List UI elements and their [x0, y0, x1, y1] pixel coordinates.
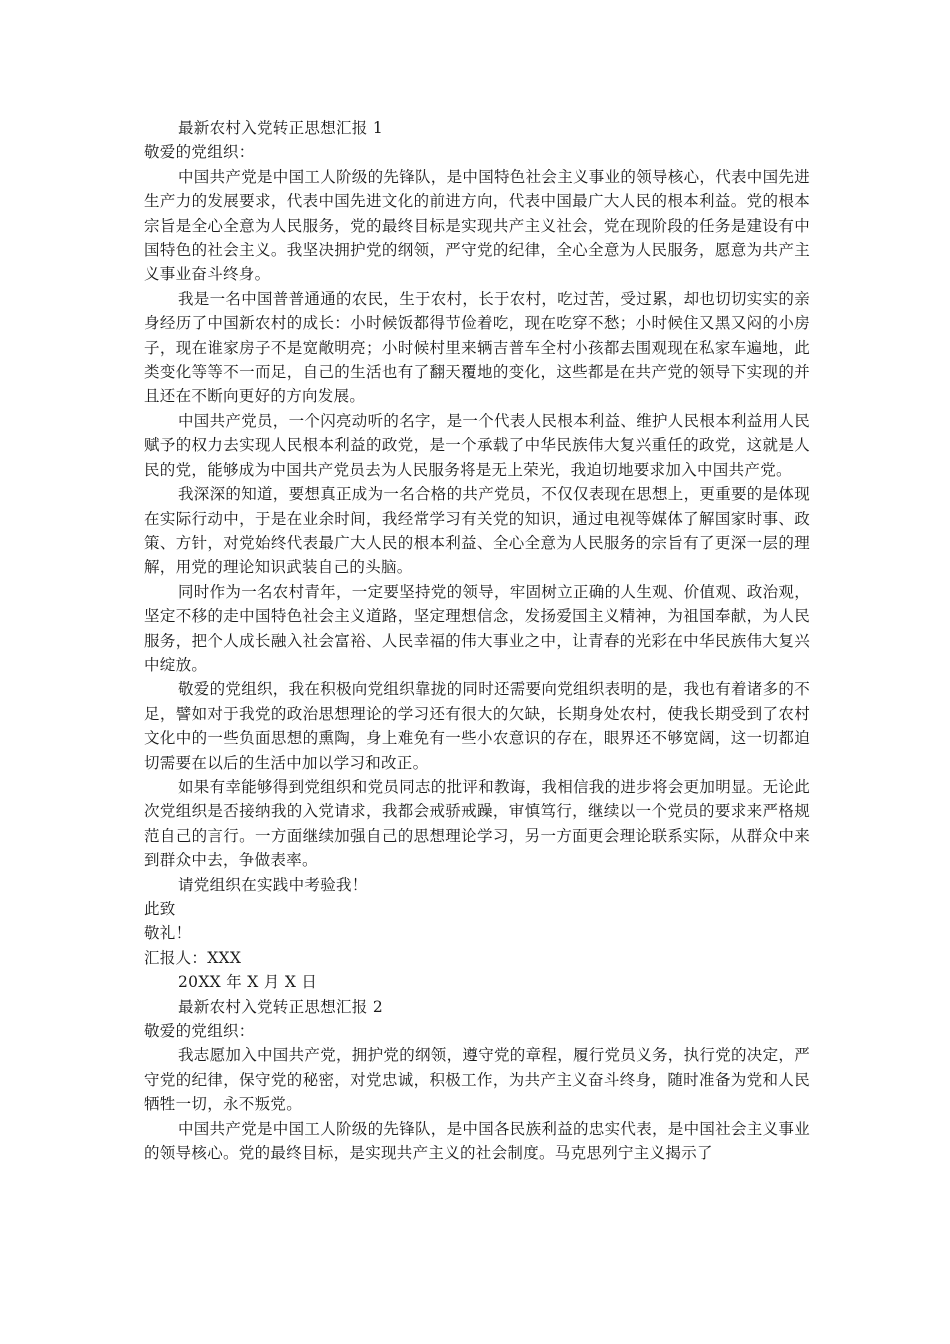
report-2-paragraph-1: 我志愿加入中国共产党，拥护党的纲领，遵守党的章程，履行党员义务，执行党的决定，严守党的纪律，保守党的秘密，对党忠诚，积极工作，为共产主义奋斗终身，随时准备为党和人民牺牲一切，永不叛党。 [144, 1046, 811, 1114]
report-1-paragraph-1: 中国共产党是中国工人阶级的先锋队，是中国特色社会主义事业的领导核心，代表中国先进生产力的发展要求，代表中国先进文化的前进方向，代表中国最广大人民的根本利益。党的根本宗旨是全心全意为人民服务，党的最终目标是实现共产主义社会，党在现阶段的任务是建设有中国特色的社会主义。我坚决拥护党的纲领，严守党的纪律，全心全意为人民服务，愿意为共产主义事业奋斗终身。 [144, 167, 811, 284]
report-1-paragraph-3: 中国共产党员，一个闪亮动听的名字，是一个代表人民根本利益、维护人民根本利益用人民赋予的权力去实现人民根本利益的政党，是一个承载了中华民族伟大复兴重任的政党，这就是人民的党，能够成为中国共产党员去为人民服务将是无上荣光，我迫切地要求加入中国共产党。 [144, 411, 811, 479]
report-1-salutation: 敬爱的党组织： [144, 143, 255, 162]
report-1-regards: 敬礼！ [144, 924, 192, 943]
report-1-paragraph-2: 我是一名中国普普通通的农民，生于农村，长于农村，吃过苦，受过累，却也切切实实的亲身经历了中国新农村的成长：小时候饭都得节俭着吃，现在吃穿不愁；小时候住又黑又闷的小房子，现在谁家房子不是宽敞明亮；小时候村里来辆吉普车全村小孩都去围观现在私家车遍地，此类变化等等不一而足，自己的生活也有了翻天覆地的变化，这些都是在共产党的领导下实现的并且还在不断向更好的方向发展。 [144, 289, 811, 406]
report-1-paragraph-6: 敬爱的党组织，我在积极向党组织靠拢的同时还需要向党组织表明的是，我也有着诸多的不足，譬如对于我党的政治思想理论的学习还有很大的欠缺，长期身处农村，使我长期受到了农村文化中的一些负面思想的熏陶，身上难免有一些小农意识的存在，眼界还不够宽阔，这一切都迫切需要在以后的生活中加以学习和改正。 [144, 680, 811, 772]
report-1-paragraph-8: 请党组织在实践中考验我！ [178, 875, 368, 894]
report-1-title: 最新农村入党转正思想汇报 1 [178, 119, 383, 137]
report-2-salutation: 敬爱的党组织： [144, 1022, 255, 1041]
report-1-date: 20XX 年 X 月 X 日 [178, 973, 318, 992]
report-1-closing: 此致 [144, 900, 176, 918]
document-body [144, 116, 810, 1165]
report-1-paragraph-4: 我深深的知道，要想真正成为一名合格的共产党员，不仅仅表现在思想上，更重要的是体现在实际行动中，于是在业余时间，我经常学习有关党的知识，通过电视等媒体了解国家时事、政策、方针，对党始终代表最广大人民的根本利益、全心全意为人民服务的宗旨有了更深一层的理解，用党的理论知识武装自己的头脑。 [144, 485, 811, 577]
report-1-paragraph-5: 同时作为一名农村青年，一定要坚持党的领导，牢固树立正确的人生观、价值观、政治观，坚定不移的走中国特色社会主义道路，坚定理想信念，发扬爱国主义精神，为祖国奉献，为人民服务，把个人成长融入社会富裕、人民幸福的伟大事业之中，让青春的光彩在中华民族伟大复兴中绽放。 [144, 582, 811, 674]
report-1-paragraph-7: 如果有幸能够得到党组织和党员同志的批评和教诲，我相信我的进步将会更加明显。无论此次党组织是否接纳我的入党请求，我都会戒骄戒躁，审慎笃行，继续以一个党员的要求来严格规范自己的言行。一方面继续加强自己的思想理论学习，另一方面更会理论联系实际，从群众中来到群众中去，争做表率。 [144, 777, 811, 870]
report-1-reporter: 汇报人：XXX [144, 948, 242, 967]
report-2-title: 最新农村入党转正思想汇报 2 [178, 997, 383, 1016]
report-2-paragraph-2: 中国共产党是中国工人阶级的先锋队，是中国各民族利益的忠实代表，是中国社会主义事业的领导核心。党的最终目标，是实现共产主义的社会制度。马克思列宁主义揭示了 [144, 1119, 811, 1163]
